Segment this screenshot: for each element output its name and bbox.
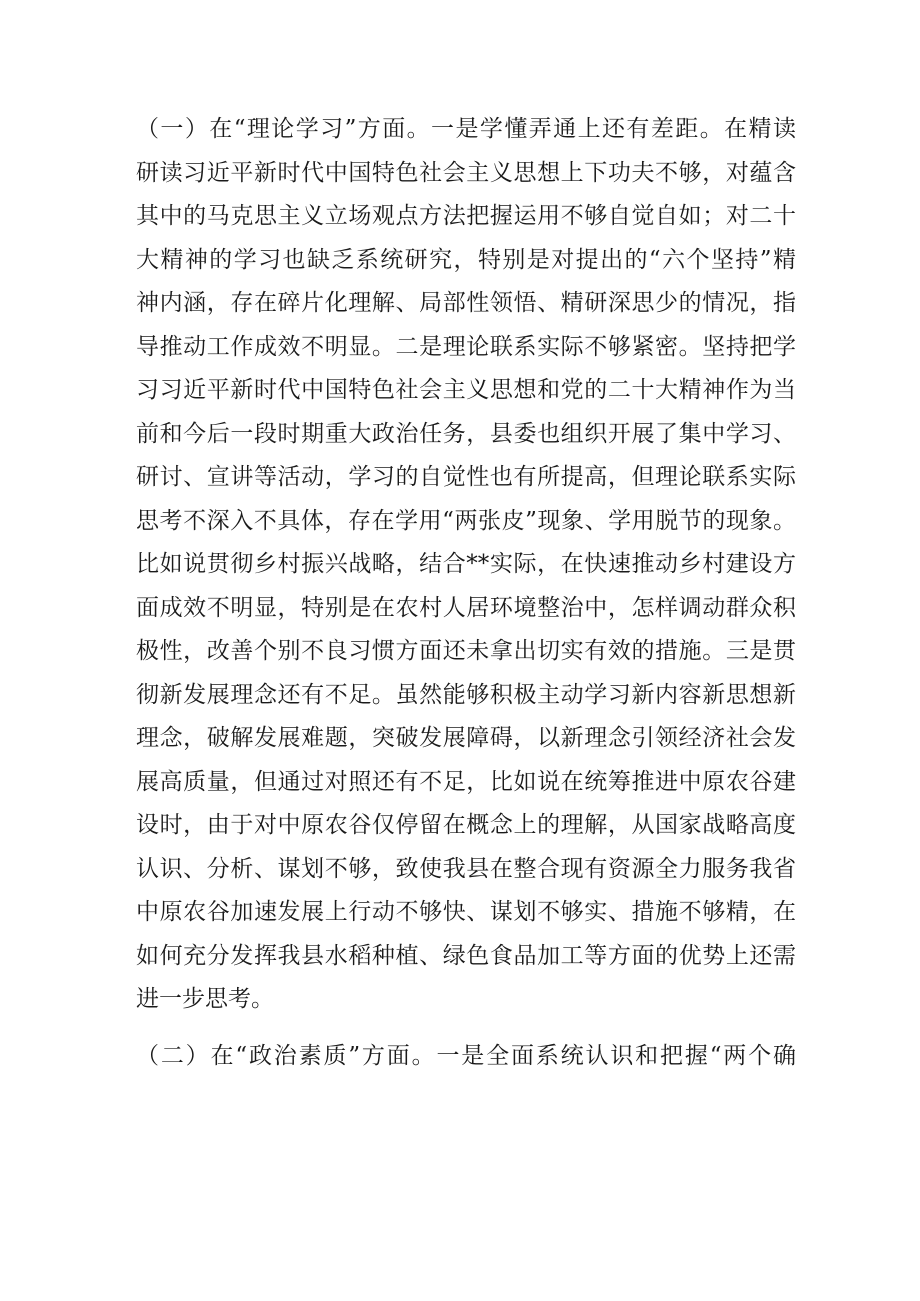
paragraph-line: 大精神的学习也缺乏系统研究，特别是对提出的“六个坚持”精 bbox=[136, 246, 796, 273]
paragraph-line: （二）在“政治素质”方面。一是全面系统认识和把握“两个确 bbox=[136, 1042, 796, 1069]
paragraph-spacer bbox=[136, 1022, 796, 1035]
paragraph-line: 研讨、宣讲等活动，学习的自觉性也有所提高，但理论联系实际 bbox=[136, 464, 796, 490]
paragraph-line: 设时，由于对中原农谷仅停留在概念上的理解，从国家战略高度 bbox=[136, 812, 796, 838]
paragraph-line: 彻新发展理念还有不足。虽然能够积极主动学习新内容新思想新 bbox=[136, 681, 796, 708]
paragraph-line: 导推动工作成效不明显。二是理论联系实际不够紧密。坚持把学 bbox=[136, 333, 796, 360]
paragraph-line: 展高质量，但通过对照还有不足，比如说在统筹推进中原农谷建 bbox=[136, 768, 796, 795]
paragraph-political-quality bbox=[136, 1035, 796, 1079]
paragraph-line: 思考不深入不具体，存在学用“两张皮”现象、学用脱节的现象。 bbox=[136, 507, 796, 534]
document-body bbox=[136, 108, 796, 1078]
paragraph-line: 进一步思考。 bbox=[136, 986, 274, 1012]
paragraph-line: 比如说贯彻乡村振兴战略，结合**实际，在快速推动乡村建设方 bbox=[136, 551, 796, 577]
paragraph-line: 研读习近平新时代中国特色社会主义思想上下功夫不够，对蕴含 bbox=[136, 159, 796, 186]
paragraph-line: 如何充分发挥我县水稻种植、绿色食品加工等方面的优势上还需 bbox=[136, 942, 796, 969]
paragraph-line: 理念，破解发展难题，突破发展障碍，以新理念引领经济社会发 bbox=[136, 725, 796, 751]
paragraph-line: 中原农谷加速发展上行动不够快、谋划不够实、措施不够精，在 bbox=[136, 899, 796, 925]
paragraph-theory-study bbox=[136, 108, 796, 1022]
paragraph-line: 其中的马克思主义立场观点方法把握运用不够自觉自如；对二十 bbox=[136, 203, 796, 229]
paragraph-line: 面成效不明显，特别是在农村人居环境整治中，怎样调动群众积 bbox=[136, 594, 796, 621]
paragraph-line: 神内涵，存在碎片化理解、局部性领悟、精研深思少的情况，指 bbox=[136, 290, 796, 316]
paragraph-line: 前和今后一段时期重大政治任务，县委也组织开展了集中学习、 bbox=[136, 420, 796, 447]
paragraph-line: （一）在“理论学习”方面。一是学懂弄通上还有差距。在精读 bbox=[136, 116, 796, 142]
paragraph-line: 极性，改善个别不良习惯方面还未拿出切实有效的措施。三是贯 bbox=[136, 638, 796, 664]
paragraph-line: 习习近平新时代中国特色社会主义思想和党的二十大精神作为当 bbox=[136, 377, 796, 403]
paragraph-line: 认识、分析、谋划不够，致使我县在整合现有资源全力服务我省 bbox=[136, 855, 796, 882]
